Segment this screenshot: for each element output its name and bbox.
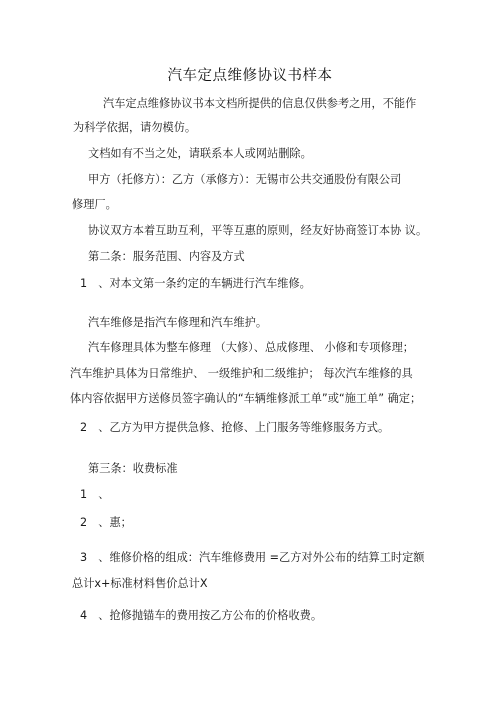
list-item-article-2-1: 1 、对本文第一条约定的车辆进行汽车维修。 [80, 277, 311, 290]
paragraph-line-service-1: 汽车维护具体为日常维护、 一级维护和二级维护； 每次汽车维修的具 [70, 367, 413, 380]
paragraph-line-agreement: 协议双方本着互助互利，平等互惠的原则，经友好协商签订本协 议。 [88, 224, 428, 237]
paragraph-line-service-2: 体内容依据甲方送修员签字确认的“车辆维修派工单”或“施工单” 确定； [70, 392, 422, 405]
paragraph-line-price-total: 总计x+标准材料售价总计X [72, 577, 208, 590]
list-item-article-3-3: 3 、维修价格的组成：汽车维修费用 =乙方对外公布的结算工时定额 [80, 551, 425, 564]
section-heading-article-2: 第二条：服务范围、内容及方式 [88, 250, 245, 263]
list-item-article-3-2: 2 、惠； [80, 516, 132, 529]
paragraph-line-maintenance: 汽车维修是指汽车修理和汽车维护。 [88, 316, 268, 329]
list-item-article-3-4: 4 、抢修抛锚车的费用按乙方公布的价格收费。 [80, 609, 323, 622]
section-heading-article-3: 第三条：收费标准 [88, 462, 178, 475]
list-item-article-3-1: 1 、 [80, 488, 110, 501]
paragraph-line-repair: 汽车修理具体为整车修理 （大修）、总成修理、 小修和专项修理； [88, 341, 414, 354]
paragraph-line-disclaimer: 文档如有不当之处，请联系本人或网站删除。 [88, 147, 312, 160]
list-item-article-2-2: 2 、乙方为甲方提供急修、抢修、上门服务等维修服务方式。 [80, 421, 390, 434]
paragraph-line-parties-2: 修理厂。 [72, 198, 117, 211]
paragraph-line-intro-2: 为科学依据，请勿模仿。 [73, 121, 197, 134]
document-title: 汽车定点维修协议书样本 [167, 68, 333, 84]
paragraph-line-intro-1: 汽车定点维修协议书本文档所提供的信息仅供参考之用，不能作 [103, 97, 417, 110]
paragraph-line-parties-1: 甲方（托修方）：乙方（承修方）：无锡市公共交通股份有限公司 [88, 173, 402, 186]
